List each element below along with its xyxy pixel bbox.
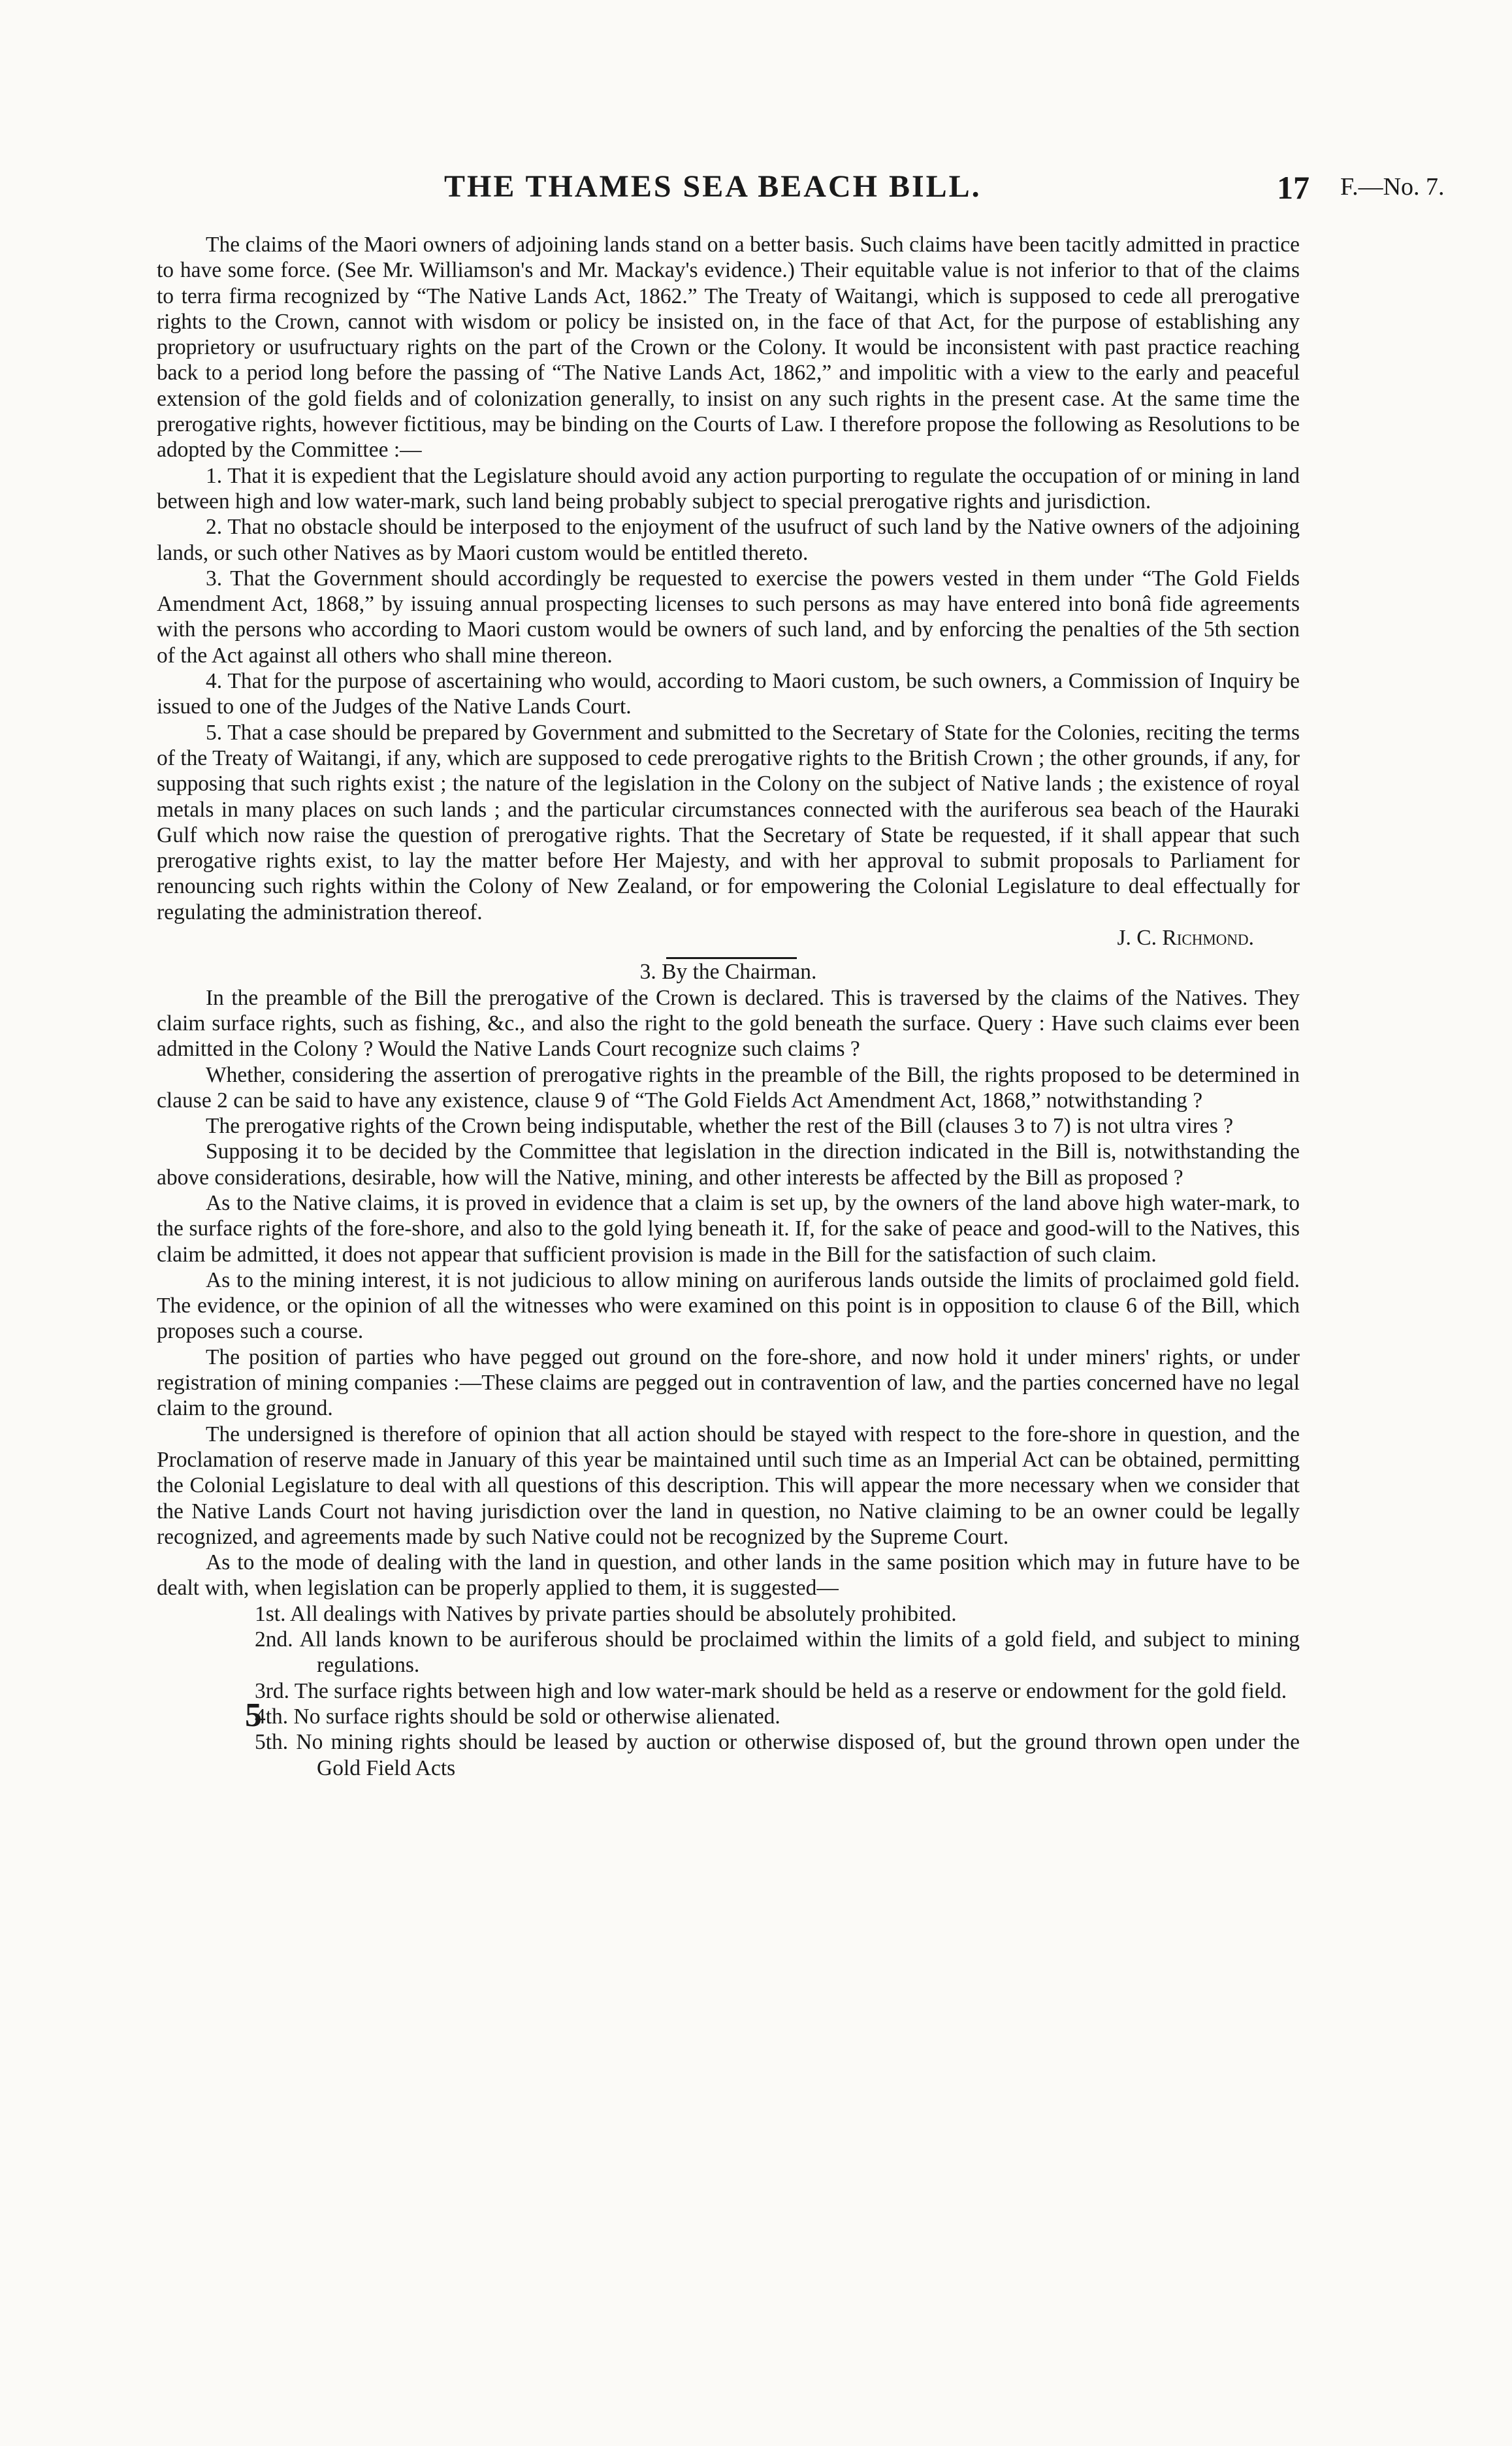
section-paragraph: The undersigned is therefore of opinion that all action should be stayed with respect to the fore-shore in question, and the Proclamation of reserve made in January of this year be maintained until such time as an Imperial Act can be obtained, permitting the Colonial Legislature to deal with all questions of this description. This will appear the more necessary when we consider that the Native Lands Court not having jurisdiction over the land in question, no Native claiming to be an owner could be legally recognized, and agreements made by such Native could not be recognized by the Supreme Court. bbox=[157, 1422, 1300, 1549]
section-paragraph: As to the mode of dealing with the land in question, and other lands in the same position which may in future have to be dealt with, when legislation can be properly applied to them, it is suggested— bbox=[157, 1550, 1300, 1601]
suggestion-item: 4th. No surface rights should be sold or otherwise alienated. bbox=[255, 1704, 780, 1729]
signature-mark: 5 bbox=[245, 1697, 262, 1734]
section-paragraph: The position of parties who have pegged out ground on the fore-shore, and now hold it under miners' rights, or under registration of mining companies :—These claims are pegged out in contravention of law, and the parties concerned have no legal claim to the ground. bbox=[157, 1345, 1300, 1421]
signature-name: J. C. Richmond. bbox=[1117, 926, 1254, 951]
resolution-item: 1. That it is expedient that the Legislature should avoid any action purporting to regulate the occupation of or mining in land between high and low water-mark, such land being probably subject to special prerogative rights and jurisdiction. bbox=[157, 463, 1300, 514]
resolution-item: 2. That no obstacle should be interposed to the enjoyment of the usufruct of such land by the Native owners of the adjoining lands, or such other Natives as by Maori custom would be entitled thereto. bbox=[157, 515, 1300, 565]
document-title: THE THAMES SEA BEACH BILL. bbox=[444, 169, 982, 204]
resolution-item: 3. That the Government should accordingly be requested to exercise the powers vested in them under “The Gold Fields Amendment Act, 1868,” by issuing annual prospecting licenses to such persons as may have entered into bonâ fide agreements with the persons who according to Maori custom would be owners of such land, and by enforcing the penalties of the 5th section of the Act against all others who shall mine thereon. bbox=[157, 566, 1300, 668]
suggestion-item: 2nd. All lands known to be auriferous should be proclaimed within the limits of a gold field, and subject to mining regulations. bbox=[255, 1627, 1300, 1678]
suggestions-list bbox=[157, 1601, 1300, 1781]
section-paragraph: As to the mining interest, it is not judicious to allow mining on auriferous lands outside the limits of proclaimed gold field. The evidence, or the opinion of all the witnesses who were examined on this point is in opposition to clause 6 of the Bill, which proposes such a course. bbox=[157, 1267, 1300, 1344]
page-number: 17 bbox=[1277, 169, 1310, 206]
page-body bbox=[157, 232, 1300, 1781]
section-heading: 3. By the Chairman. bbox=[639, 960, 817, 985]
section-paragraph: In the preamble of the Bill the prerogative of the Crown is declared. This is traversed by the claims of the Natives. They claim surface rights, such as fishing, &c., and also the right to the gold beneath the surface. Query : Have such claims ever been admitted in the Colony ? Would the Native Lands Court recognize such claims ? bbox=[157, 985, 1300, 1062]
section-paragraph: Supposing it to be decided by the Committee that legislation in the direction indicated in the Bill is, notwithstanding the above considerations, desirable, how will the Native, mining, and other interests be affected by the Bill as proposed ? bbox=[157, 1139, 1300, 1190]
resolution-item: 5. That a case should be prepared by Government and submitted to the Secretary of State for the Colonies, reciting the terms of the Treaty of Waitangi, if any, which are supposed to cede prerogative rights to the British Crown ; the other grounds, if any, for supposing that such rights exist ; the nature of the legislation in the Colony on the subject of Native lands ; the existence of royal metals in many places on such lands ; and the particular circumstances connected with the auriferous sea beach of the Hauraki Gulf which now raise the question of prerogative rights. That the Secretary of State be requested, if it shall appear that such prerogative rights exist, to lay the matter before Her Majesty, and with her approval to submit proposals to Parliament for renouncing such rights within the Colony of New Zealand, or for empowering the Colonial Legislature to deal effectually for regulating the administration thereof. bbox=[157, 720, 1300, 924]
section-paragraph: Whether, considering the assertion of prerogative rights in the preamble of the Bill, the rights proposed to be determined in clause 2 can be said to have any existence, clause 9 of “The Gold Fields Act Amendment Act, 1868,” notwithstanding ? bbox=[157, 1062, 1300, 1113]
resolutions-list bbox=[157, 463, 1300, 925]
section-paragraph: As to the Native claims, it is proved in evidence that a claim is set up, by the owners of the land above high water-mark, to the surface rights of the fore-shore, and also to the gold lying beneath it. If, for the sake of peace and good-will to the Natives, this claim be admitted, it does not appear that sufficient provision is made in the Bill for the satisfaction of such claim. bbox=[157, 1190, 1300, 1267]
intro-paragraph: The claims of the Maori owners of adjoining lands stand on a better basis. Such claims have been tacitly admitted in practice to have some force. (See Mr. Williamson's and Mr. Mackay's evidence.) Their equitable value is not inferior to that of the claims to terra firma recognized by “The Native Lands Act, 1862.” The Treaty of Waitangi, which is supposed to cede all prerogative rights to the Crown, cannot with wisdom or policy be insisted on, in the face of that Act, for the purpose of establishing any proprietory or usufructuary rights on the part of the Crown or the Colony. It would be inconsistent with past practice reaching back to a period long before the passing of “The Native Lands Act, 1862,” and impolitic with a view to the early and peaceful extension of the gold fields and of colonization generally, to insist on any such rights in the present case. At the same time the prerogative rights, however fictitious, may be binding on the Courts of Law. I therefore propose the following as Resolutions to be adopted by the Committee :— bbox=[157, 233, 1300, 463]
suggestion-item: 5th. No mining rights should be leased by auction or otherwise disposed of, but the ground thrown open under the Gold Field Acts bbox=[255, 1730, 1300, 1780]
page-header bbox=[0, 169, 1512, 221]
suggestion-item: 1st. All dealings with Natives by private parties should be absolutely prohibited. bbox=[255, 1601, 957, 1626]
signature-richmond bbox=[157, 925, 1300, 951]
section-paragraph: The prerogative rights of the Crown being indisputable, whether the rest of the Bill (clauses 3 to 7) is not ultra vires ? bbox=[206, 1114, 1234, 1139]
suggestion-item: 3rd. The surface rights between high and low water-mark should be held as a reserve or endowment for the gold field. bbox=[255, 1678, 1287, 1703]
resolution-item: 4. That for the purpose of ascertaining who would, according to Maori custom, be such owners, a Commission of Inquiry be issued to one of the Judges of the Native Lands Court. bbox=[157, 669, 1300, 719]
paper-reference: F.—No. 7. bbox=[1340, 173, 1445, 201]
